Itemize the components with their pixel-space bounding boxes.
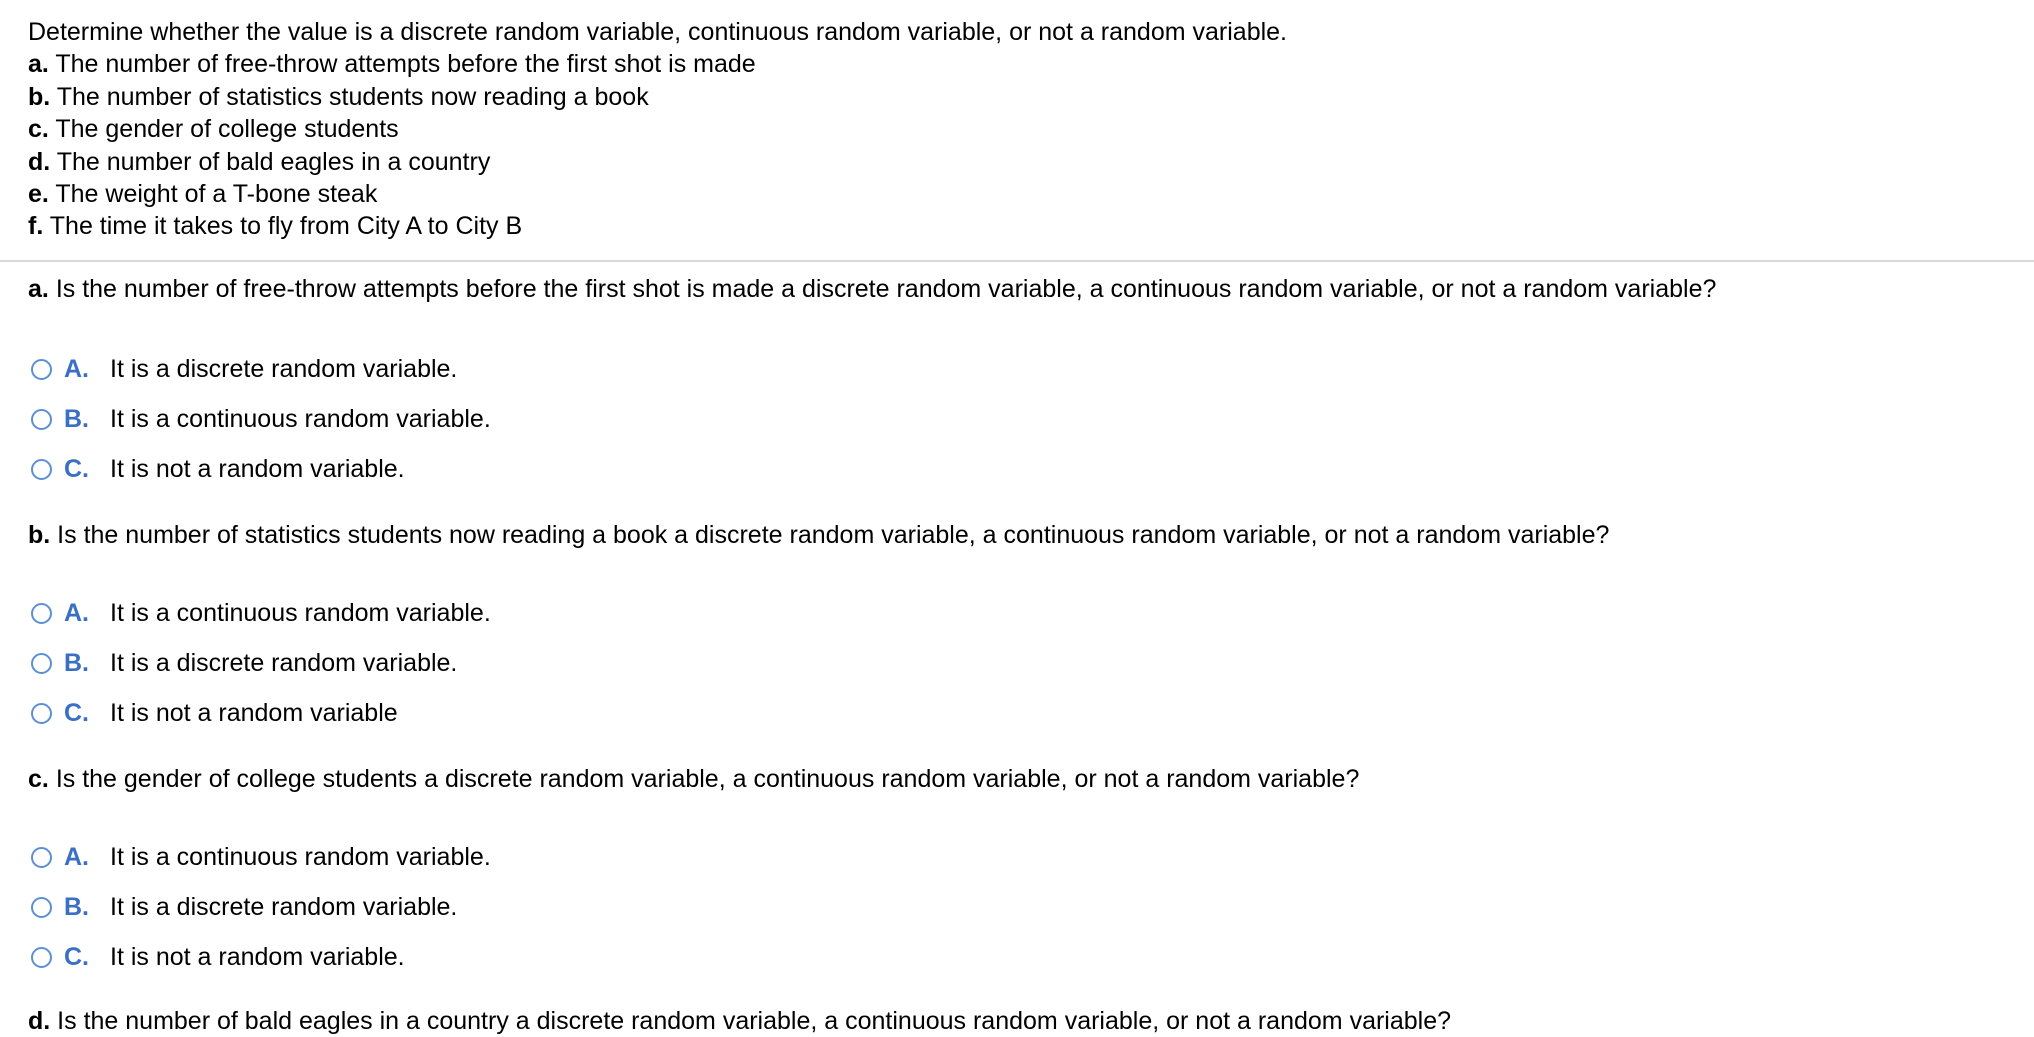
question-a-option-b[interactable] <box>31 403 491 435</box>
item-letter: e. <box>28 180 49 209</box>
option-text: It is a discrete random variable. <box>110 892 458 921</box>
item-text: The gender of college students <box>55 115 399 144</box>
problem-item-b <box>28 81 2008 113</box>
option-letter: B. <box>64 648 89 677</box>
problem-item-a <box>28 48 2008 80</box>
item-text: The number of statistics students now reading a book <box>56 82 649 111</box>
option-letter: B. <box>64 404 89 433</box>
radio-button[interactable] <box>31 359 52 380</box>
option-text: It is not a random variable <box>110 698 398 727</box>
item-letter: d. <box>28 147 51 176</box>
radio-button[interactable] <box>31 459 52 480</box>
option-text: It is a continuous random variable. <box>110 842 491 871</box>
item-letter: b. <box>28 82 51 111</box>
item-text: The weight of a T-bone steak <box>55 180 378 209</box>
option-text: It is not a random variable. <box>110 942 405 971</box>
question-b <box>28 519 1609 551</box>
problem-statement <box>28 16 2008 243</box>
radio-button[interactable] <box>31 703 52 724</box>
problem-prompt: Determine whether the value is a discrete random variable, continuous random variable, or not a random variable. <box>28 18 1287 46</box>
option-letter: B. <box>64 892 89 921</box>
option-text: It is a discrete random variable. <box>110 648 458 677</box>
item-letter: f. <box>28 212 44 241</box>
question-c-option-c[interactable] <box>31 941 405 973</box>
question-b-option-b[interactable] <box>31 647 457 679</box>
question-letter: a. <box>28 275 49 303</box>
question-c-option-a[interactable] <box>31 841 491 873</box>
option-letter: C. <box>64 698 89 727</box>
radio-button[interactable] <box>31 947 52 968</box>
question-a <box>28 273 1716 305</box>
item-letter: a. <box>28 50 49 79</box>
question-text: Is the gender of college students a discrete random variable, a continuous random variable, or not a random variable? <box>55 765 1360 793</box>
radio-button[interactable] <box>31 603 52 624</box>
problem-item-e <box>28 178 2008 210</box>
question-d <box>28 1005 1451 1037</box>
radio-button[interactable] <box>31 409 52 430</box>
item-text: The number of bald eagles in a country <box>56 147 491 176</box>
item-letter: c. <box>28 115 49 144</box>
question-b-option-a[interactable] <box>31 597 491 629</box>
radio-button[interactable] <box>31 897 52 918</box>
option-letter: C. <box>64 942 89 971</box>
radio-button[interactable] <box>31 653 52 674</box>
item-text: The time it takes to fly from City A to City B <box>49 212 523 241</box>
question-letter: b. <box>28 521 51 549</box>
option-letter: C. <box>64 454 89 483</box>
problem-item-f <box>28 210 2008 242</box>
option-letter: A. <box>64 842 89 871</box>
question-letter: c. <box>28 765 49 793</box>
option-text: It is not a random variable. <box>110 454 405 483</box>
item-text: The number of free-throw attempts before the first shot is made <box>55 50 756 79</box>
question-b-option-c[interactable] <box>31 697 398 729</box>
question-c-option-b[interactable] <box>31 891 457 923</box>
question-text: Is the number of bald eagles in a country a discrete random variable, a continuous random variable, or not a random variable? <box>57 1007 1452 1035</box>
question-a-option-c[interactable] <box>31 453 405 485</box>
question-a-option-a[interactable] <box>31 353 457 385</box>
option-letter: A. <box>64 598 89 627</box>
question-letter: d. <box>28 1007 51 1035</box>
question-c <box>28 763 1359 795</box>
option-text: It is a discrete random variable. <box>110 354 458 383</box>
option-letter: A. <box>64 354 89 383</box>
radio-button[interactable] <box>31 847 52 868</box>
question-text: Is the number of free-throw attempts before the first shot is made a discrete random variable, a continuous random variable, or not a random variable? <box>55 275 1717 303</box>
option-text: It is a continuous random variable. <box>110 404 491 433</box>
section-divider <box>0 260 2034 262</box>
question-text: Is the number of statistics students now reading a book a discrete random variable, a continuous random variable, or not a random variable? <box>57 521 1610 549</box>
problem-item-c <box>28 113 2008 145</box>
problem-item-d <box>28 146 2008 178</box>
option-text: It is a continuous random variable. <box>110 598 491 627</box>
